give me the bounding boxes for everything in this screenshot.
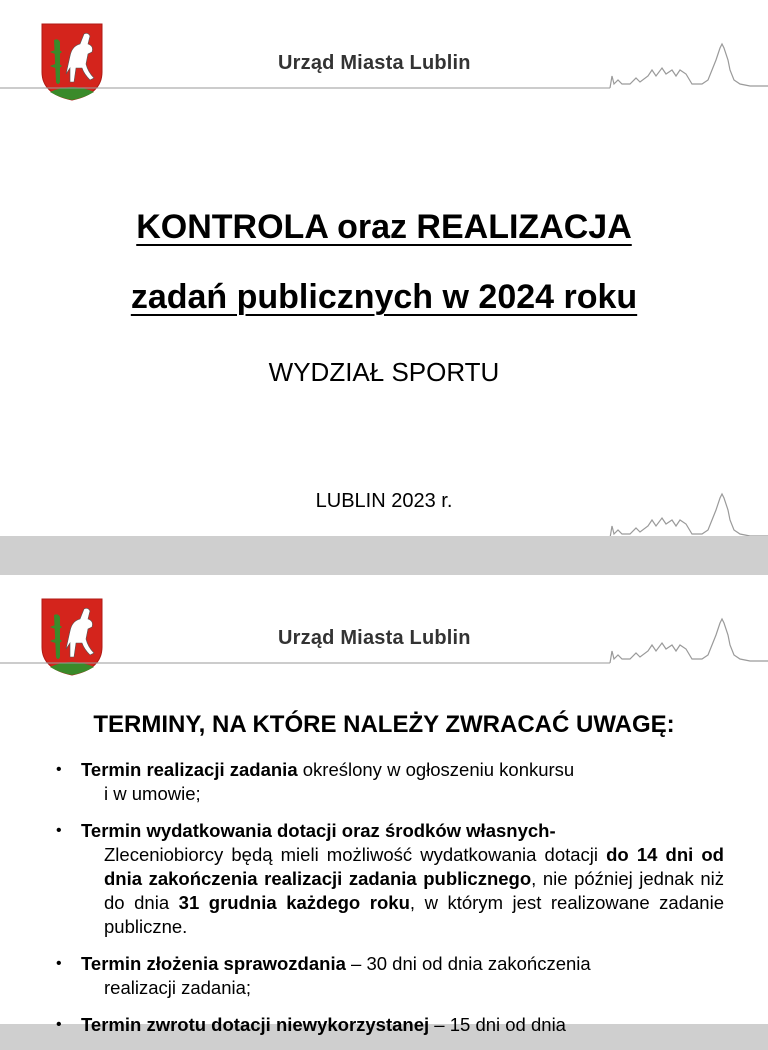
bullet-continuation: i w umowie;	[104, 783, 201, 804]
title-line-2: zadań publicznych w 2024 roku	[130, 278, 638, 316]
list-item	[56, 819, 724, 939]
bullet-text: Zleceniobiorcy będą mieli możliwość wydatkowania dotacji	[104, 844, 607, 865]
list-item	[56, 758, 724, 806]
bullet-bold-text: do 14 dni od dnia zakończenia realizacji zadania publicznego	[104, 844, 724, 889]
organization-name: Urząd Miasta Lublin	[278, 627, 471, 649]
slide-heading: TERMINY, NA KTÓRE NALEŻY ZWRACAĆ UWAGĘ:	[93, 711, 675, 738]
bullet-continuation	[81, 843, 724, 939]
title-line-1: KONTROLA oraz REALIZACJA	[136, 208, 632, 246]
bullet-bold-text: Termin zwrotu dotacji niewykorzystanej	[81, 1014, 430, 1035]
city-skyline-decoration	[0, 40, 768, 90]
organization-name: Urząd Miasta Lublin	[278, 52, 471, 74]
bullet-icon: •	[56, 822, 62, 839]
bullet-text: – 15 dni od dnia	[429, 1014, 566, 1035]
place-date: LUBLIN 2023 r.	[315, 490, 453, 512]
bullet-continuation: realizacji zadania;	[104, 977, 252, 998]
department-name: WYDZIAŁ SPORTU	[268, 357, 500, 387]
bullet-bold-text: 31 grudnia każdego roku	[178, 892, 410, 913]
bullet-bold-text: Termin realizacji zadania	[81, 759, 298, 780]
city-skyline-decoration-bottom	[0, 490, 768, 540]
bullet-bold-text: Termin złożenia sprawozdania	[81, 953, 346, 974]
city-skyline-decoration	[0, 615, 768, 665]
list-item	[56, 1013, 724, 1037]
list-item	[56, 952, 724, 1000]
slide-deadlines	[0, 575, 768, 1035]
bullet-text: , nie później jednak niż do dnia	[104, 868, 724, 913]
slide-separator	[0, 536, 768, 575]
deadline-list	[56, 758, 724, 1050]
bullet-text: – 30 dni od dnia zakończenia	[345, 953, 591, 974]
bullet-icon: •	[56, 761, 62, 778]
bullet-text: , w którym jest realizowane zadanie publiczne.	[104, 892, 724, 937]
bullet-bold-text: Termin wydatkowania dotacji oraz środków własnych-	[81, 820, 556, 841]
bullet-icon: •	[56, 955, 62, 972]
bullet-text: określony w ogłoszeniu konkursu	[297, 759, 575, 780]
bullet-icon: •	[56, 1016, 62, 1033]
